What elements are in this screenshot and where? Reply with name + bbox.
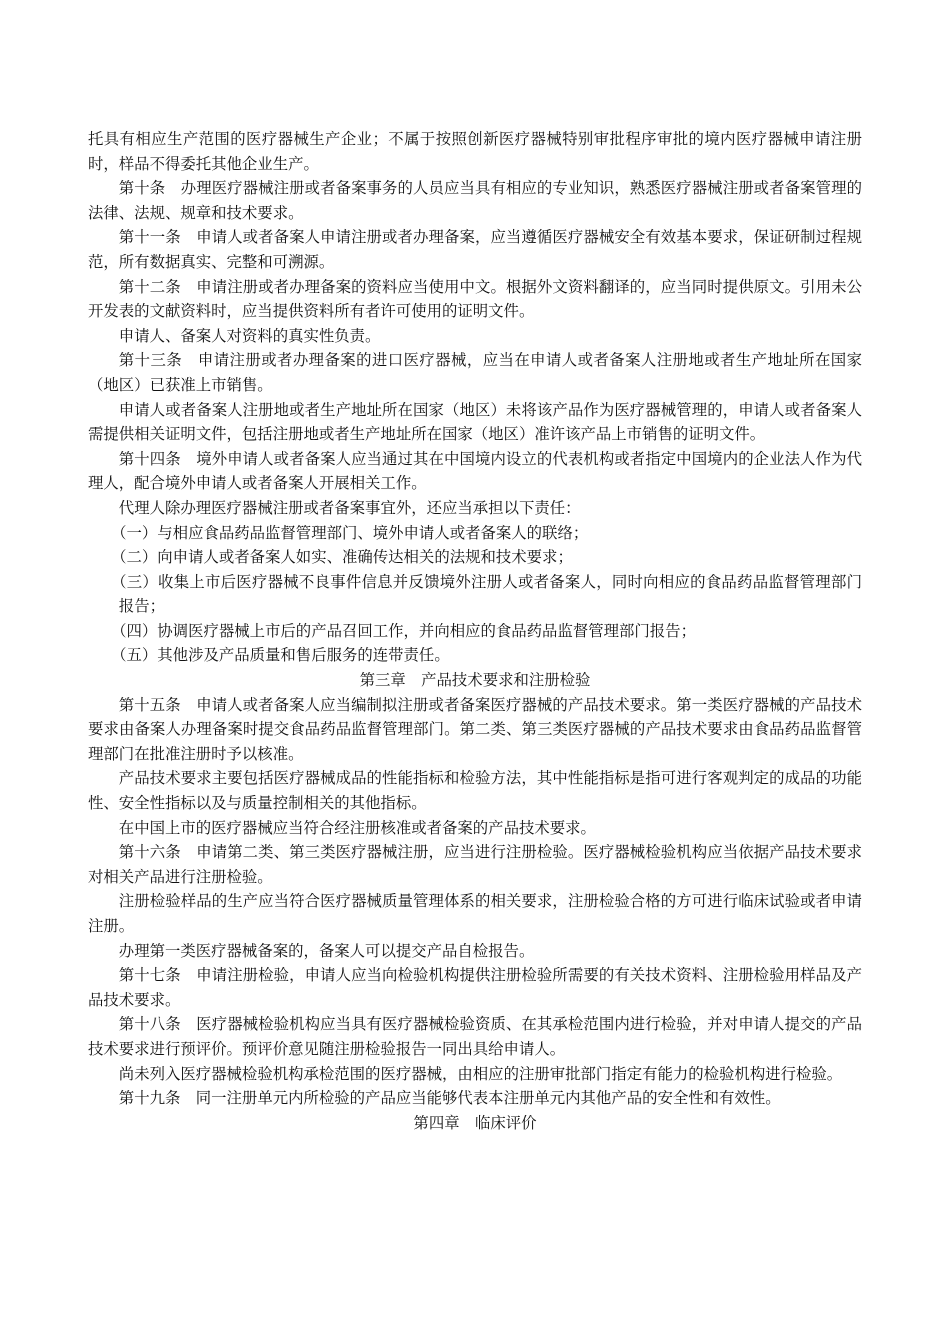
list-item-5: （五）其他涉及产品质量和售后服务的连带责任。 <box>111 646 450 665</box>
article-17: 第十七条 申请注册检验，申请人应当向检验机构提供注册检验所需要的有关技术资料、注册检验用样品及产品技术要求。 <box>88 966 862 1009</box>
article-13-paragraph-2: 申请人或者备案人注册地或者生产地址所在国家（地区）未将该产品作为医疗器械管理的，申请人或者备案人需提供相关证明文件，包括注册地或者生产地址所在国家（地区）准许该产品上市销售的证明文件。 <box>88 400 862 444</box>
article-16-paragraph-3: 办理第一类医疗器械备案的，备案人可以提交产品自检报告。 <box>118 941 535 960</box>
article-16-paragraph-2: 注册检验样品的生产应当符合医疗器械质量管理体系的相关要求，注册检验合格的方可进行临床试验或者申请注册。 <box>88 892 862 935</box>
article-18-paragraph-2: 尚未列入医疗器械检验机构承检范围的医疗器械，由相应的注册审批部门指定有能力的检验机构进行检验。 <box>118 1064 843 1083</box>
list-item-4: （四）协调医疗器械上市后的产品召回工作，并向相应的食品药品监督管理部门报告； <box>111 621 696 640</box>
article-11: 第十一条 申请人或者备案人申请注册或者办理备案，应当遵循医疗器械安全有效基本要求，保证研制过程规范，所有数据真实、完整和可溯源。 <box>88 228 862 271</box>
article-15: 第十五条 申请人或者备案人应当编制拟注册或者备案医疗器械的产品技术要求。第一类医疗器械的产品技术要求由备案人办理备案时提交食品药品监督管理部门。第二类、第三类医疗器械的产品技术要求由食品药品监督管理部门在批准注册时予以核准。 <box>88 695 862 763</box>
article-14-paragraph-2: 代理人除办理医疗器械注册或者备案事宜外，还应当承担以下责任： <box>118 498 581 517</box>
article-15-paragraph-2: 产品技术要求主要包括医疗器械成品的性能指标和检验方法，其中性能指标是指可进行客观判定的成品的功能性、安全性指标以及与质量控制相关的其他指标。 <box>88 769 862 813</box>
article-12: 第十二条 申请注册或者办理备案的资料应当使用中文。根据外文资料翻译的，应当同时提供原文。引用未公开发表的文献资料时，应当提供资料所有者许可使用的证明文件。 <box>88 277 862 321</box>
article-12-paragraph-2: 申请人、备案人对资料的真实性负责。 <box>118 326 381 345</box>
article-10: 第十条 办理医疗器械注册或者备案事务的人员应当具有相应的专业知识，熟悉医疗器械注册或者备案管理的法律、法规、规章和技术要求。 <box>88 179 862 222</box>
article-16: 第十六条 申请第二类、第三类医疗器械注册，应当进行注册检验。医疗器械检验机构应当依据产品技术要求对相关产品进行注册检验。 <box>88 843 862 886</box>
article-14: 第十四条 境外申请人或者备案人应当通过其在中国境内设立的代表机构或者指定中国境内的企业法人作为代理人，配合境外申请人或者备案人开展相关工作。 <box>88 449 862 493</box>
article-15-paragraph-3: 在中国上市的医疗器械应当符合经注册核准或者备案的产品技术要求。 <box>118 818 596 837</box>
list-item-2: （二）向申请人或者备案人如实、准确传达相关的法规和技术要求； <box>111 548 573 567</box>
article-18: 第十八条 医疗器械检验机构应当具有医疗器械检验资质、在其承检范围内进行检验，并对申请人提交的产品技术要求进行预评价。预评价意见随注册检验报告一同出具给申请人。 <box>88 1015 862 1058</box>
chapter-3-heading: 第三章 产品技术要求和注册检验 <box>359 671 591 690</box>
paragraph-continuation: 托具有相应生产范围的医疗器械生产企业；不属于按照创新医疗器械特别审批程序审批的境内医疗器械申请注册时，样品不得委托其他企业生产。 <box>88 130 862 173</box>
document-page <box>88 127 862 1135</box>
list-item-1: （一）与相应食品药品监督管理部门、境外申请人或者备案人的联络； <box>111 523 589 542</box>
article-19: 第十九条 同一注册单元内所检验的产品应当能够代表本注册单元内其他产品的安全性和有效性。 <box>118 1089 781 1108</box>
article-13: 第十三条 申请注册或者办理备案的进口医疗器械，应当在申请人或者备案人注册地或者生产地址所在国家（地区）已获准上市销售。 <box>88 351 862 394</box>
list-item-3: （三）收集上市后医疗器械不良事件信息并反馈境外注册人或者备案人，同时向相应的食品药品监督管理部门报告； <box>111 572 862 616</box>
chapter-4-heading: 第四章 临床评价 <box>413 1113 537 1132</box>
